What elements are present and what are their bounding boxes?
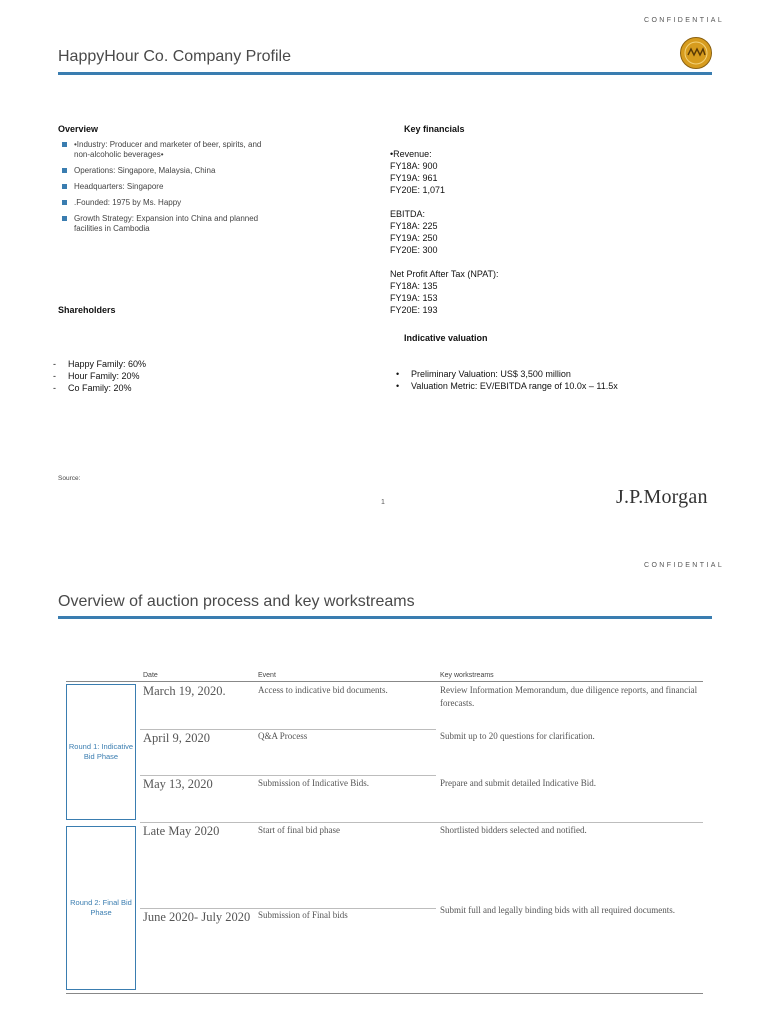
valuation-heading: Indicative valuation (404, 333, 488, 343)
table-bottom-rule (66, 993, 703, 994)
list-item: Growth Strategy: Expansion into China and planned facilities in Cambodia (58, 214, 273, 234)
list-item: Headquarters: Singapore (58, 182, 273, 192)
gold-coin-logo-icon (680, 37, 712, 69)
list-item: - Happy Family: 60% (53, 359, 147, 369)
page-title: Overview of auction process and key workstreams (58, 593, 415, 610)
jpmorgan-logo: J.P.Morgan (616, 486, 708, 508)
npat-group: Net Profit After Tax (NPAT): FY18A: 135 FY19A: 153 FY20E: 193 (390, 269, 499, 315)
overview-heading: Overview (58, 124, 99, 134)
phase-box-round-1: Round 1: Indicative Bid Phase (66, 684, 136, 820)
dash-bullet-icon: - (53, 371, 56, 381)
dot-bullet-icon: • (396, 369, 400, 379)
confidential-label: CONFIDENTIAL (644, 17, 725, 24)
square-bullet-icon (62, 216, 67, 221)
dot-bullet-icon: • (396, 381, 400, 391)
key-financials-heading: Key financials (404, 124, 465, 134)
list-item: - Co Family: 20% (53, 383, 132, 393)
row-separator (140, 822, 703, 823)
overview-list (58, 140, 273, 240)
row-separator (140, 908, 436, 909)
title-rule (58, 72, 712, 75)
list-item: .Founded: 1975 by Ms. Happy (58, 198, 273, 208)
square-bullet-icon (62, 200, 67, 205)
column-header-event: Event (258, 672, 276, 679)
list-item: - Hour Family: 20% (53, 371, 140, 381)
key-financials-block (390, 148, 590, 328)
phase-box-round-2: Round 2: Final Bid Phase (66, 826, 136, 990)
shareholders-heading: Shareholders (58, 305, 116, 315)
title-rule (58, 616, 712, 619)
dash-bullet-icon: - (53, 383, 56, 393)
ebitda-group: EBITDA: FY18A: 225 FY19A: 250 FY20E: 300 (390, 209, 438, 255)
revenue-group: •Revenue: FY18A: 900 FY19A: 961 FY20E: 1,071 (390, 149, 446, 195)
list-item: •Industry: Producer and marketer of beer, spirits, and non-alcoholic beverages• (58, 140, 273, 160)
source-note: Source: (58, 475, 81, 482)
header-rule (66, 681, 703, 682)
list-item: • Preliminary Valuation: US$ 3,500 million (396, 369, 571, 379)
row-separator (140, 775, 436, 776)
square-bullet-icon (62, 184, 67, 189)
shareholders-list (51, 358, 146, 394)
list-item: • Valuation Metric: EV/EBITDA range of 10.0x – 11.5x (396, 381, 618, 391)
dash-bullet-icon: - (53, 359, 56, 369)
square-bullet-icon (62, 142, 67, 147)
column-header-workstreams: Key workstreams (440, 672, 494, 679)
list-item: Operations: Singapore, Malaysia, China (58, 166, 273, 176)
row-separator (140, 729, 436, 730)
square-bullet-icon (62, 168, 67, 173)
page-title: HappyHour Co. Company Profile (58, 48, 291, 65)
page-number: 1 (381, 499, 385, 506)
confidential-label: CONFIDENTIAL (644, 562, 725, 569)
valuation-list (394, 368, 618, 392)
column-header-date: Date (143, 672, 158, 679)
